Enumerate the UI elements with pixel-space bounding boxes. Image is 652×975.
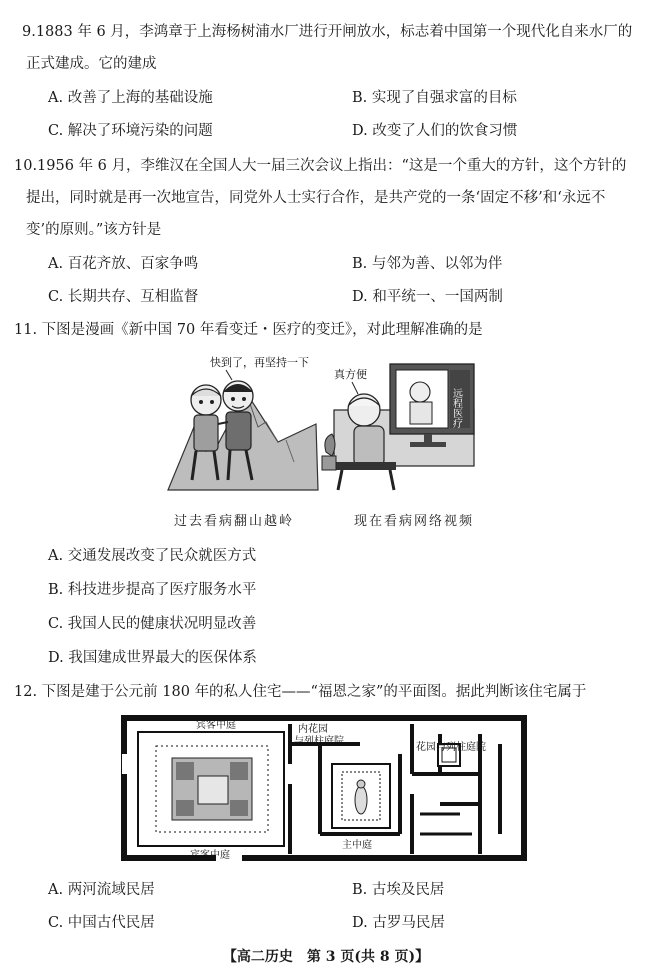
plan-label-inner-garden-line2: 与列柱庭院 bbox=[294, 736, 344, 747]
q9-stem-line1: 9.1883 年 6 月，李鸿章于上海杨树浦水厂进行开闸放水，标志着中国第一个现代化自来水厂的 bbox=[22, 24, 633, 40]
q10-option-a: A. 百花齐放、百家争鸣 bbox=[48, 256, 199, 272]
house-floor-plan bbox=[120, 714, 530, 864]
plan-label-garden-peristyle: 花园与列柱庭院 bbox=[416, 742, 486, 753]
q9-stem-line2: 正式建成。它的建成 bbox=[26, 56, 157, 72]
q10-option-d: D. 和平统一、一国两制 bbox=[352, 289, 503, 305]
q11-stem: 11. 下图是漫画《新中国 70 年看变迁・医疗的变迁》，对此理解准确的是 bbox=[14, 322, 483, 338]
screen-sign: 远程医疗 bbox=[450, 388, 462, 428]
q9-option-c: C. 解决了环境污染的问题 bbox=[48, 123, 213, 139]
plan-label-inner-garden-line1: 内花园 bbox=[298, 724, 328, 735]
q11-option-c: C. 我国人民的健康状况明显改善 bbox=[48, 616, 257, 632]
q11-option-a: A. 交通发展改变了民众就医方式 bbox=[48, 548, 257, 564]
q10-stem-line3: 变’的原则。”该方针是 bbox=[26, 222, 162, 238]
cartoon-past-panel bbox=[168, 355, 318, 490]
cartoon-caption-left: 过去看病翻山越岭 bbox=[174, 514, 295, 529]
q9-option-b: B. 实现了自强求富的目标 bbox=[352, 90, 517, 106]
q10-stem-line2: 提出，同时就是再一次地宣告，同党外人士实行合作，是共产党的一条‘固定不移’和‘永远不 bbox=[26, 190, 606, 206]
q11-option-b: B. 科技进步提高了医疗服务水平 bbox=[48, 582, 257, 598]
q12-option-a: A. 两河流域民居 bbox=[48, 882, 155, 898]
cartoon-left-bubble: 快到了，再坚持一下 bbox=[210, 356, 309, 369]
q10-option-b: B. 与邻为善、以邻为伴 bbox=[352, 256, 503, 272]
plan-label-guest-atrium-top: 宾客中庭 bbox=[196, 720, 236, 731]
medical-change-cartoon bbox=[166, 352, 482, 492]
q12-stem: 12. 下图是建于公元前 180 年的私人住宅——“福恩之家”的平面图。据此判断该住宅属于 bbox=[14, 684, 587, 700]
cartoon-caption-right: 现在看病网络视频 bbox=[354, 514, 475, 529]
cartoon-present-panel bbox=[322, 364, 474, 490]
q10-option-c: C. 长期共存、互相监督 bbox=[48, 289, 199, 305]
q12-option-d: D. 古罗马民居 bbox=[352, 915, 445, 931]
page-footer: 【高二历史 第 3 页(共 8 页)】 bbox=[222, 949, 430, 965]
plan-label-guest-atrium-bottom: 宾客中庭 bbox=[190, 850, 230, 861]
q10-stem-line1: 10.1956 年 6 月，李维汉在全国人大一届三次会议上指出：“这是一个重大的方针，这个方针的 bbox=[14, 158, 627, 174]
q12-option-b: B. 古埃及民居 bbox=[352, 882, 445, 898]
q11-option-d: D. 我国建成世界最大的医保体系 bbox=[48, 650, 257, 666]
cartoon-right-bubble: 真方便 bbox=[334, 368, 367, 381]
q9-option-d: D. 改变了人们的饮食习惯 bbox=[352, 123, 518, 139]
q9-option-a: A. 改善了上海的基础设施 bbox=[48, 90, 213, 106]
plan-label-main-atrium: 主中庭 bbox=[342, 840, 372, 851]
q12-option-c: C. 中国古代民居 bbox=[48, 915, 155, 931]
